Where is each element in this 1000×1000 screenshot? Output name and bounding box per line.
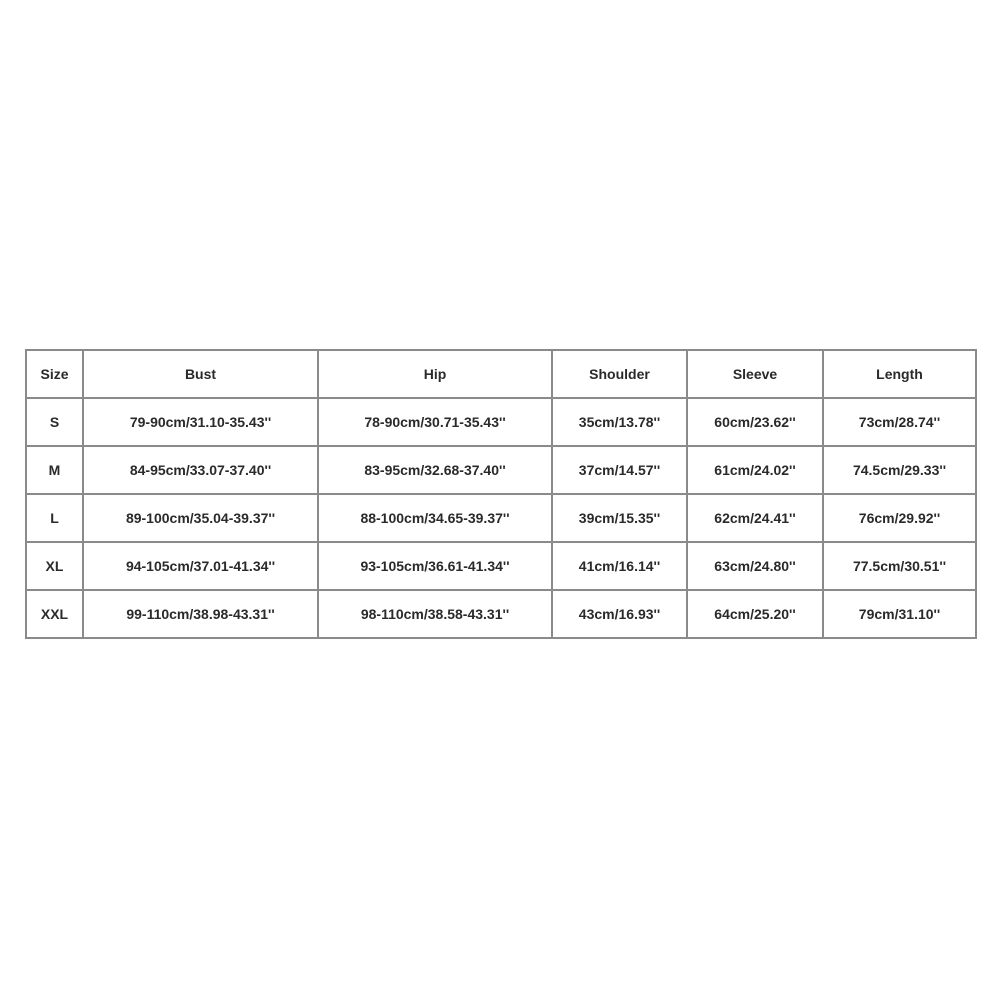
cell-size: XL [26,542,83,590]
cell-length: 74.5cm/29.33'' [823,446,976,494]
cell-sleeve: 62cm/24.41'' [687,494,823,542]
header-size: Size [26,350,83,398]
cell-sleeve: 61cm/24.02'' [687,446,823,494]
cell-sleeve: 63cm/24.80'' [687,542,823,590]
cell-sleeve: 64cm/25.20'' [687,590,823,638]
table-row [26,590,976,638]
header-length: Length [823,350,976,398]
cell-size: XXL [26,590,83,638]
cell-shoulder: 43cm/16.93'' [552,590,687,638]
table-row [26,542,976,590]
cell-sleeve: 60cm/23.62'' [687,398,823,446]
cell-length: 79cm/31.10'' [823,590,976,638]
cell-bust: 84-95cm/33.07-37.40'' [83,446,318,494]
cell-length: 77.5cm/30.51'' [823,542,976,590]
header-shoulder: Shoulder [552,350,687,398]
cell-size: S [26,398,83,446]
cell-shoulder: 41cm/16.14'' [552,542,687,590]
cell-bust: 99-110cm/38.98-43.31'' [83,590,318,638]
cell-length: 76cm/29.92'' [823,494,976,542]
cell-shoulder: 35cm/13.78'' [552,398,687,446]
cell-shoulder: 37cm/14.57'' [552,446,687,494]
cell-hip: 98-110cm/38.58-43.31'' [318,590,552,638]
cell-length: 73cm/28.74'' [823,398,976,446]
header-row [26,350,976,398]
header-bust: Bust [83,350,318,398]
cell-bust: 89-100cm/35.04-39.37'' [83,494,318,542]
cell-hip: 78-90cm/30.71-35.43'' [318,398,552,446]
table-row [26,398,976,446]
cell-hip: 83-95cm/32.68-37.40'' [318,446,552,494]
table-row [26,446,976,494]
header-sleeve: Sleeve [687,350,823,398]
cell-bust: 79-90cm/31.10-35.43'' [83,398,318,446]
table-row [26,494,976,542]
cell-bust: 94-105cm/37.01-41.34'' [83,542,318,590]
cell-shoulder: 39cm/15.35'' [552,494,687,542]
cell-size: M [26,446,83,494]
cell-size: L [26,494,83,542]
header-hip: Hip [318,350,552,398]
cell-hip: 93-105cm/36.61-41.34'' [318,542,552,590]
cell-hip: 88-100cm/34.65-39.37'' [318,494,552,542]
size-chart-table [25,349,977,639]
